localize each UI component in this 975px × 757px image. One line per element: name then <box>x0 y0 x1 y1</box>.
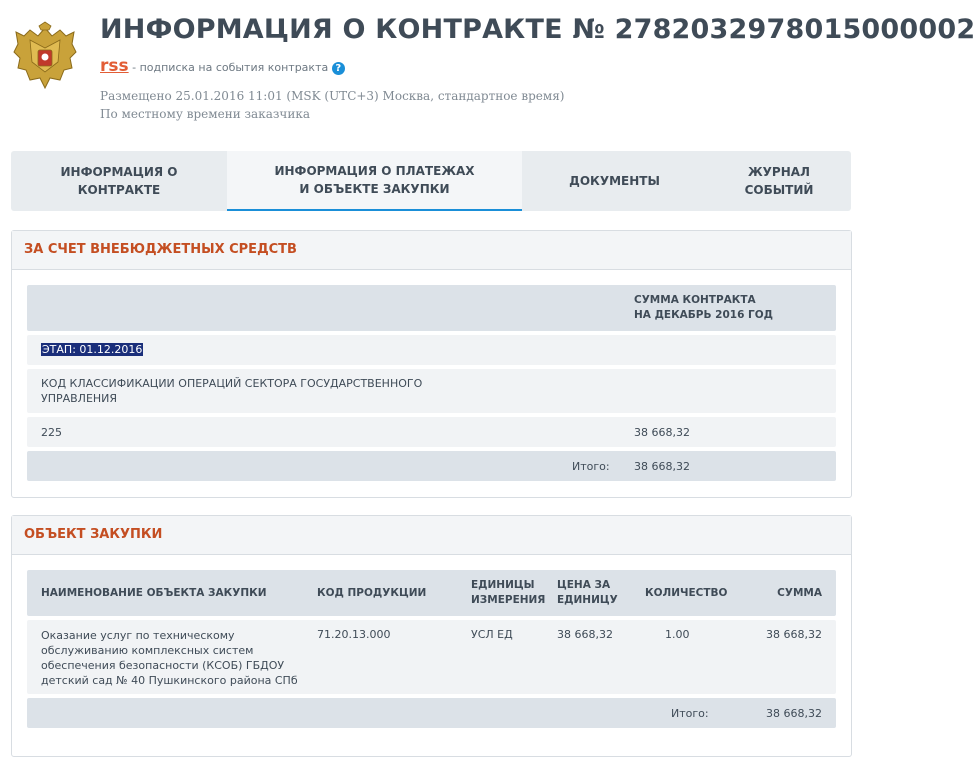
tab-documents[interactable] <box>522 151 707 211</box>
rss-subscription <box>100 56 345 76</box>
item-qty: 1.00 <box>665 628 690 641</box>
tab-label: ДОКУМЕНТЫ <box>569 174 660 188</box>
tab-bar <box>11 151 851 211</box>
column-header-sum: СУММА <box>777 587 822 599</box>
funding-total-row <box>27 451 836 481</box>
tab-contract-info[interactable] <box>11 151 227 211</box>
procurement-total-row <box>27 698 836 728</box>
kosgu-row <box>27 369 836 413</box>
item-name <box>41 628 298 688</box>
column-header-unit-cont: ИЗМЕРЕНИЯ <box>471 594 546 606</box>
help-icon[interactable]: ? <box>332 62 345 75</box>
tab-label: ИНФОРМАЦИЯ О <box>60 165 178 179</box>
column-header-qty: КОЛИЧЕСТВО <box>645 587 728 599</box>
item-code: 71.20.13.000 <box>317 628 391 641</box>
stage-row <box>27 335 836 365</box>
column-header-code: КОД ПРОДУКЦИИ <box>317 587 427 599</box>
tab-label: ЖУРНАЛ <box>747 165 811 179</box>
table-row <box>27 417 836 447</box>
table-row <box>27 620 836 694</box>
kosgu-sum: 38 668,32 <box>634 426 690 439</box>
funding-table-header <box>27 285 836 331</box>
timezone-note: По местному времени заказчика <box>100 107 310 121</box>
kosgu-code: 225 <box>41 426 62 439</box>
stage-label: ЭТАП: 01.12.2016 <box>42 343 143 356</box>
total-label: Итого: <box>572 460 610 473</box>
tab-label: И ОБЪЕКТЕ ЗАКУПКИ <box>299 182 450 196</box>
kosgu-label: КОД КЛАССИФИКАЦИИ ОПЕРАЦИЙ СЕКТОРА ГОСУДАРСТВЕННОГО <box>41 377 423 390</box>
coat-of-arms-icon <box>10 22 80 94</box>
item-price: 38 668,32 <box>557 628 613 641</box>
tab-label: КОНТРАКТЕ <box>77 183 161 197</box>
page-title: ИНФОРМАЦИЯ О КОНТРАКТЕ № 2782032978015000002 <box>100 14 975 45</box>
item-name-line: обеспечения безопасности (КСОБ) ГБДОУ <box>41 659 285 672</box>
posted-date: Размещено 25.01.2016 11:01 (MSK (UTC+3) Москва, стандартное время) <box>100 89 565 103</box>
total-sum: 38 668,32 <box>634 460 690 473</box>
column-header-sum-period: НА ДЕКАБРЬ 2016 ГОД <box>634 309 774 321</box>
procurement-table-header <box>27 570 836 616</box>
kosgu-label-cont: УПРАВЛЕНИЯ <box>41 392 118 405</box>
tab-payments-info[interactable] <box>227 151 522 211</box>
item-name-line: обслуживанию комплексных систем <box>41 644 254 657</box>
column-header-name: НАИМЕНОВАНИЕ ОБЪЕКТА ЗАКУПКИ <box>41 587 267 599</box>
column-header-price: ЦЕНА ЗА <box>557 579 611 591</box>
total-sum: 38 668,32 <box>766 707 822 720</box>
item-sum: 38 668,32 <box>766 628 822 641</box>
rss-link[interactable]: rss <box>100 56 129 76</box>
rss-description: - подписка на события контракта <box>128 61 329 74</box>
procurement-section <box>11 515 852 757</box>
item-unit: УСЛ ЕД <box>471 628 513 641</box>
section-heading: ОБЪЕКТ ЗАКУПКИ <box>12 516 851 555</box>
item-name-line: детский сад № 40 Пушкинского района СПб <box>41 674 298 687</box>
funding-section <box>11 230 852 498</box>
column-header-price-cont: ЕДИНИЦУ <box>557 594 618 606</box>
column-header-sum: СУММА КОНТРАКТА <box>634 294 756 306</box>
tab-event-log[interactable] <box>707 151 851 211</box>
tab-label: ИНФОРМАЦИЯ О ПЛАТЕЖАХ <box>274 164 475 178</box>
item-name-line: Оказание услуг по техническому <box>41 629 235 642</box>
section-heading: ЗА СЧЕТ ВНЕБЮДЖЕТНЫХ СРЕДСТВ <box>12 231 851 270</box>
total-label: Итого: <box>671 707 709 720</box>
column-header-unit: ЕДИНИЦЫ <box>471 579 535 591</box>
tab-label: СОБЫТИЙ <box>744 183 814 197</box>
